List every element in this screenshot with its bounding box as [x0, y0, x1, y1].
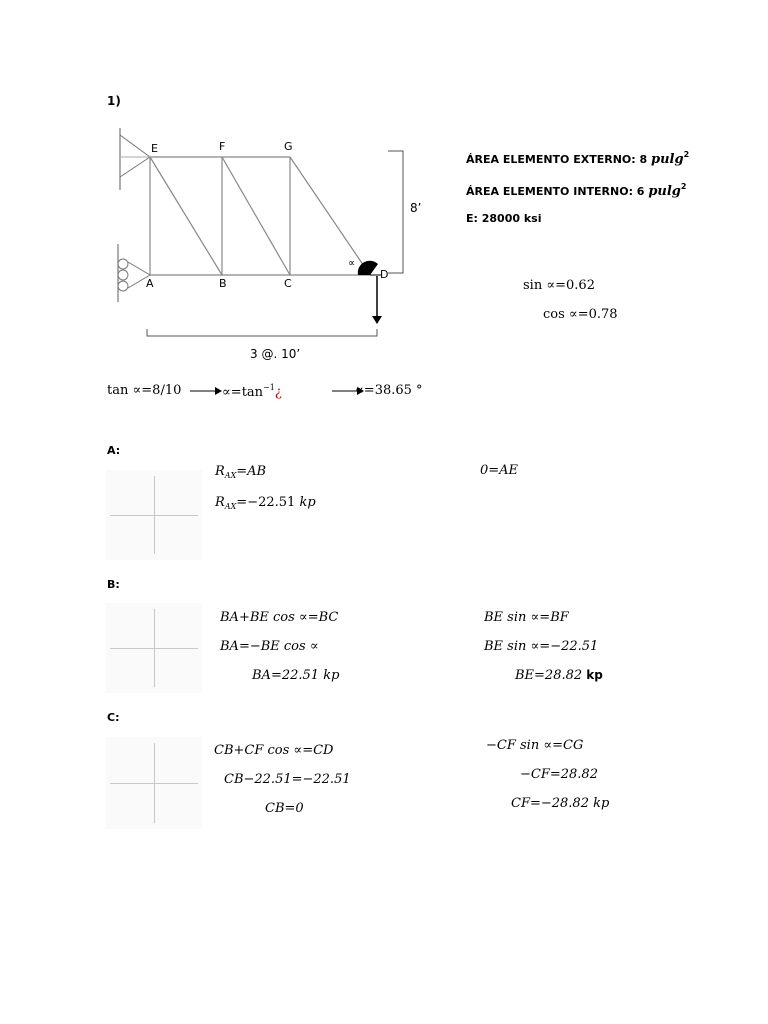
alpha-equation: $\propto=\tan^{-1}¿$ [222, 383, 282, 400]
equation-b-1: BA+BE cos ∝=BC [220, 610, 339, 625]
roller-1 [118, 259, 128, 269]
area-external: ÁREA ELEMENTO EXTERNO: 8 pulg$^2$ [466, 150, 690, 167]
node-label-b: B [219, 277, 227, 290]
equation-a-1: $R_{AX}=AB$ [215, 464, 267, 480]
node-label-g: G [284, 140, 293, 153]
roller-3 [118, 281, 128, 291]
section-c-label: C: [107, 711, 120, 724]
node-label-a: A [146, 277, 154, 290]
cos-alpha: cos ∝=0.78 [543, 307, 618, 322]
truss-members [150, 157, 370, 275]
equation-b-4: BE sin ∝=BF [484, 610, 569, 625]
equation-c-3: CB=0 [265, 801, 304, 816]
area-internal: ÁREA ELEMENTO INTERNO: 6 pulg$^2$ [466, 182, 687, 199]
node-label-f: F [219, 140, 226, 153]
free-body-grid-c [106, 737, 202, 829]
alpha-label: ∝ [348, 258, 356, 269]
arrow-icon [190, 386, 222, 396]
equation-a-2: $R_{AX}=-22.51$ kp [215, 495, 316, 511]
roller-2 [118, 270, 128, 280]
span-dimension [147, 329, 377, 336]
section-b-label: B: [107, 578, 120, 591]
section-a-label: A: [107, 444, 121, 457]
equation-c-6: CF=−28.82 kp [511, 796, 610, 811]
equation-c-4: −CF sin ∝=CG [486, 738, 584, 753]
equation-a-right: 0=AE [480, 463, 519, 478]
equation-c-2: CB−22.51=−22.51 [224, 772, 351, 787]
tan-equation: tan ∝=8/10 [107, 383, 182, 398]
sin-alpha: sin ∝=0.62 [523, 278, 595, 293]
elastic-modulus: E: 28000 ksi [466, 212, 542, 225]
height-dimension [388, 151, 403, 273]
problem-number: 1) [107, 94, 121, 108]
node-label-d: D [380, 268, 389, 281]
free-body-grid-b [106, 603, 202, 693]
equation-c-5: −CF=28.82 [520, 767, 598, 782]
free-body-grid-a [106, 470, 202, 560]
height-label: 8’ [410, 201, 422, 215]
equation-b-3: BA=22.51 kp [252, 668, 340, 683]
angle-marker [358, 261, 378, 275]
equation-b-6: BE=28.82 kp [515, 668, 603, 683]
equation-b-5: BE sin ∝=−22.51 [484, 639, 599, 654]
node-label-e: E [151, 142, 158, 155]
node-label-c: C [284, 277, 292, 290]
pin-support-e [120, 135, 150, 177]
equation-c-1: CB+CF cos ∝=CD [214, 743, 334, 758]
equation-b-2: BA=−BE cos ∝ [220, 639, 319, 654]
span-label: 3 @. 10’ [250, 347, 301, 361]
alpha-value: ∝=38.65 ° [355, 383, 423, 398]
